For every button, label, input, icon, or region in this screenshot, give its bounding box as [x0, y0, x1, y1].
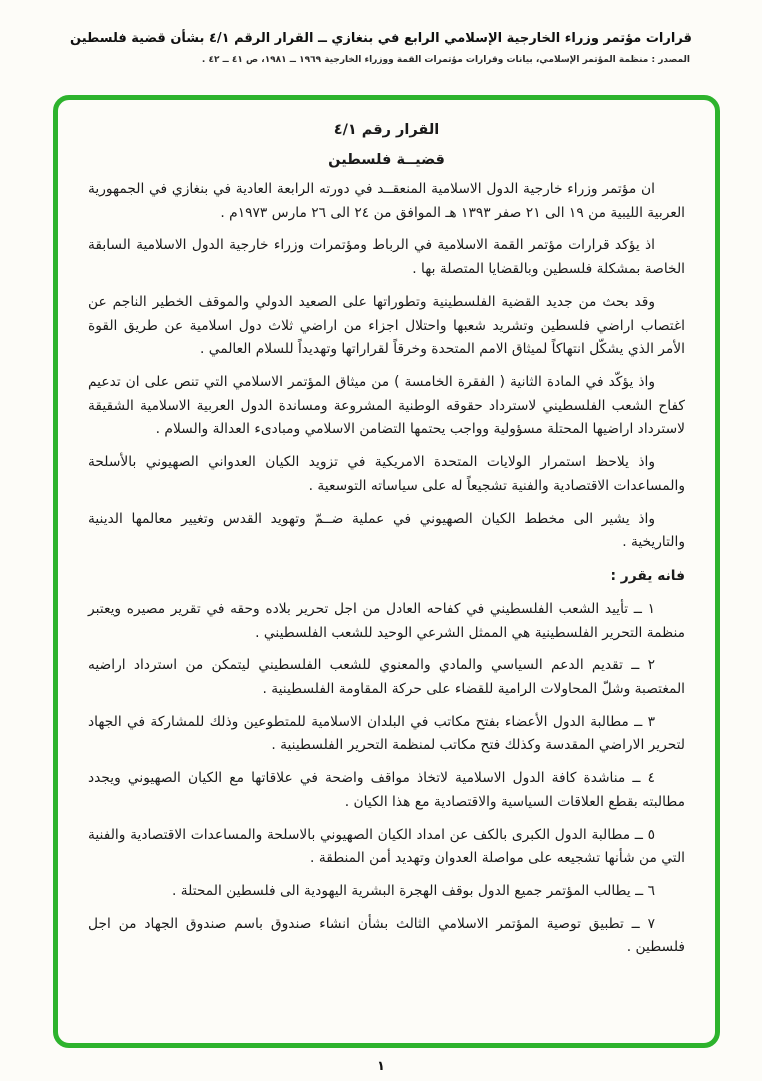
resolution-body — [88, 178, 685, 960]
page-header — [66, 30, 696, 65]
decision-item-7: ٧ ــ تطبيق توصية المؤتمر الاسلامي الثالث بشأن انشاء صندوق باسم صندوق الجهاد من اجل فلسطين . — [88, 915, 685, 956]
page-number: ١ — [377, 1059, 385, 1074]
decision-item-4: ٤ ــ مناشدة كافة الدول الاسلامية لاتخاذ مواقف واضحة في علاقاتها مع الكيان الصهيوني ويجدد مطالبته بقطع العلاقات السياسية والاقتصادية مع هذا الكيان . — [88, 770, 685, 810]
paragraph-preamble-2: اذ يؤكد قرارات مؤتمر القمة الاسلامية في الرباط ومؤتمرات وزراء خارجية الدول الاسلامية السابقة الخاصة بمشكلة فلسطين وبالقضايا المتصلة بها . — [88, 237, 685, 278]
resolution-title: القرار رقم ٤/١ — [333, 122, 440, 138]
decision-item-1: ١ ــ تأييد الشعب الفلسطيني في كفاحه العادل من اجل تحرير بلاده وحقه في تقرير مصيره ويعتبر منظمة التحرير الفلسطينية هي الممثل الشرعي الوحيد للشعب الفلسطيني . — [88, 600, 685, 641]
resolution-subtitle: قضيــة فلسطين — [328, 152, 445, 168]
header-title: قرارات مؤتمر وزراء الخارجية الإسلامي الرابع في بنغازي ــ القرار الرقم ٤/١ بشأن قضية فلسطين — [70, 31, 692, 46]
paragraph-preamble-3: وقد بحث من جديد القضية الفلسطينية وتطوراتها على الصعيد الدولي والموقف الخطير الناجم عن اغتصاب اراضي فلسطين وتشريد شعبها واحتلال اجزاء من اراضي ثلاث دول اسلامية عن طريق القوة الأمر الذي يشكّل انتهاكاً لميثاق الامم المتحدة وخرقاً لقراراتها وتهديداً للسلام العالمي . — [88, 293, 685, 358]
paragraph-preamble-4: واذ يؤكّد في المادة الثانية ( الفقرة الخامسة ) من ميثاق المؤتمر الاسلامي التي تنص على ان تدعيم كفاح الشعب الفلسطيني لاسترداد حقوقه الوطنية المشروعة ومساندة الدول العربية الاسلامية الشقيقة لاسترداد اراضيها المحتلة مسؤولية وواجب يحتمها التضامن الاسلامي ومبادىء العدالة والسلام . — [88, 374, 685, 438]
decision-item-5: ٥ ــ مطالبة الدول الكبرى بالكف عن امداد الكيان الصهيوني بالاسلحة والمساعدات الاقتصادية والفنية التي من شأنها تشجيعه على مواصلة العدوان وتهديد أمن المنطقة . — [88, 826, 685, 867]
decision-item-3: ٣ ــ مطالبة الدول الأعضاء بفتح مكاتب في البلدان الاسلامية للمتطوعين وذلك للمشاركة في الجهاد لتحرير الاراضي المقدسة وكذلك فتح مكاتب لمنظمة التحرير الفلسطينية . — [88, 713, 685, 754]
header-source-line: المصدر : منظمة المؤتمر الإسلامي، بيانات وقرارات مؤتمرات القمة ووزراء الخارجية ١٩٦٩ ــ ١٩٨١، ص ٤١ ــ ٤٢ . — [201, 55, 690, 66]
decision-item-6: ٦ ــ يطالب المؤتمر جميع الدول بوقف الهجرة البشرية اليهودية الى فلسطين المحتلة . — [171, 882, 655, 899]
decision-item-2: ٢ ــ تقديم الدعم السياسي والمادي والمعنوي للشعب الفلسطيني ليتمكن من استرداد اراضيه المغتصبة وشلّ المحاولات الرامية للقضاء على حركة المقاومة الفلسطينية . — [88, 657, 685, 697]
decision-intro: فانه يقرر : — [610, 568, 685, 585]
paragraph-preamble-5: واذ يلاحظ استمرار الولايات المتحدة الامريكية في تزويد الكيان العدواني الصهيوني بالأسلحة والمساعدات الاقتصادية والفنية تشجيعاً له على سياساته التوسعية . — [88, 454, 685, 494]
paragraph-preamble-6: واذ يشير الى مخطط الكيان الصهيوني في عملية ضــمّ وتهويد القدس وتغيير معالمها الدينية والتاريخية . — [88, 510, 685, 551]
green-document-frame — [53, 95, 720, 1048]
paragraph-preamble-1: ان مؤتمر وزراء خارجية الدول الاسلامية المنعقــد في دورته الرابعة العادية في بنغازي في الجمهورية العربية الليبية من ١٩ الى ٢١ صفر ١٣٩٣ هـ الموافق من ٢٤ الى ٢٦ مارس ١٩٧٣م . — [88, 181, 685, 221]
